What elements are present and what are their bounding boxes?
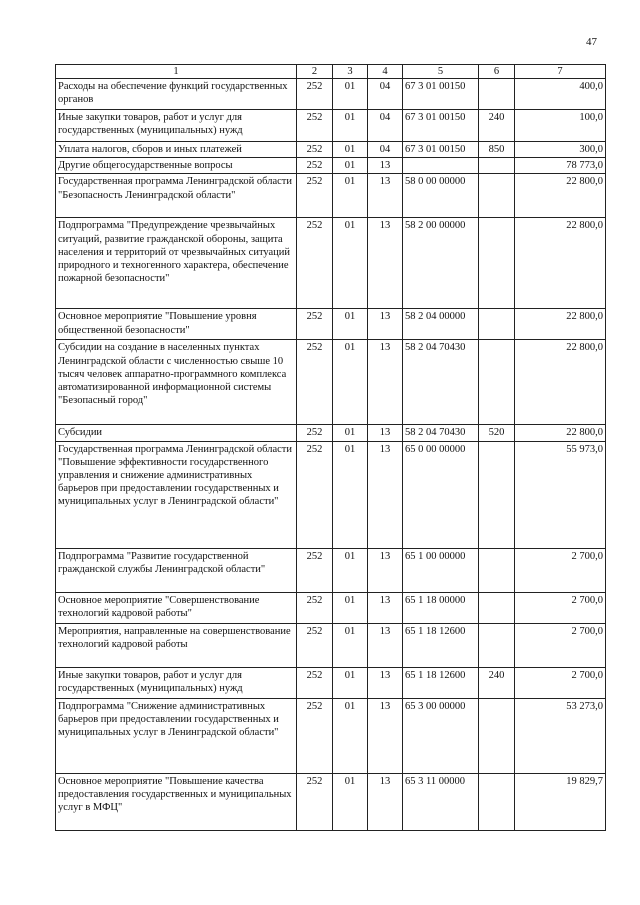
table-row [56, 548, 606, 592]
cell-subsection: 13 [368, 309, 403, 340]
cell-amount: 100,0 [515, 110, 606, 142]
cell-subsection: 13 [368, 218, 403, 309]
cell-subsection: 13 [368, 548, 403, 592]
cell-code: 252 [297, 623, 333, 667]
cell-expense-type: 240 [479, 667, 515, 698]
cell-code: 252 [297, 142, 333, 158]
cell-target-article: 67 3 01 00150 [403, 79, 479, 110]
cell-name: Подпрограмма "Снижение административных барьеров при предоставлении государственных и муниципальных услуг в Ленинградской области" [56, 698, 297, 773]
cell-section: 01 [333, 425, 368, 441]
cell-code: 252 [297, 309, 333, 340]
cell-target-article: 58 2 00 00000 [403, 218, 479, 309]
cell-name: Основное мероприятие "Совершенствование технологий кадровой работы" [56, 592, 297, 623]
cell-name: Основное мероприятие "Повышение уровня общественной безопасности" [56, 309, 297, 340]
cell-target-article: 58 2 04 70430 [403, 340, 479, 425]
cell-subsection: 13 [368, 592, 403, 623]
cell-expense-type [479, 698, 515, 773]
cell-name: Иные закупки товаров, работ и услуг для государственных (муниципальных) нужд [56, 110, 297, 142]
cell-section: 01 [333, 441, 368, 548]
cell-name: Субсидии на создание в населенных пунктах Ленинградской области с численностью свыше 10 тысяч человек аппаратно-программного комплекса автоматизированной информационной системы "Безопасный город" [56, 340, 297, 425]
cell-code: 252 [297, 218, 333, 309]
cell-amount: 19 829,7 [515, 773, 606, 830]
cell-subsection: 04 [368, 142, 403, 158]
table-row [56, 110, 606, 142]
cell-subsection: 13 [368, 441, 403, 548]
cell-code: 252 [297, 158, 333, 174]
cell-code: 252 [297, 441, 333, 548]
cell-target-article: 65 1 18 12600 [403, 667, 479, 698]
cell-section: 01 [333, 698, 368, 773]
cell-expense-type [479, 218, 515, 309]
cell-expense-type [479, 79, 515, 110]
cell-code: 252 [297, 548, 333, 592]
cell-subsection: 13 [368, 623, 403, 667]
table-row [56, 218, 606, 309]
cell-subsection: 04 [368, 79, 403, 110]
cell-target-article: 65 3 11 00000 [403, 773, 479, 830]
table-row [56, 158, 606, 174]
cell-amount: 22 800,0 [515, 340, 606, 425]
table-row [56, 623, 606, 667]
cell-section: 01 [333, 340, 368, 425]
cell-code: 252 [297, 425, 333, 441]
cell-target-article: 65 3 00 00000 [403, 698, 479, 773]
cell-expense-type [479, 340, 515, 425]
cell-code: 252 [297, 110, 333, 142]
cell-code: 252 [297, 773, 333, 830]
page-number: 47 [586, 36, 597, 48]
cell-expense-type [479, 773, 515, 830]
table-row [56, 79, 606, 110]
cell-section: 01 [333, 623, 368, 667]
column-header: 1 [56, 65, 297, 79]
column-header: 5 [403, 65, 479, 79]
cell-name: Подпрограмма "Предупреждение чрезвычайных ситуаций, развитие гражданской обороны, защита населения и территорий от чрезвычайных ситуаций природного и техногенного характера, обеспечение пожарной безопасности" [56, 218, 297, 309]
cell-expense-type: 240 [479, 110, 515, 142]
cell-code: 252 [297, 592, 333, 623]
cell-expense-type [479, 548, 515, 592]
cell-amount: 53 273,0 [515, 698, 606, 773]
cell-subsection: 13 [368, 340, 403, 425]
cell-amount: 2 700,0 [515, 667, 606, 698]
cell-name: Иные закупки товаров, работ и услуг для государственных (муниципальных) нужд [56, 667, 297, 698]
cell-amount: 300,0 [515, 142, 606, 158]
cell-target-article: 65 1 18 12600 [403, 623, 479, 667]
cell-target-article: 58 2 04 70430 [403, 425, 479, 441]
budget-table [55, 64, 606, 831]
cell-subsection: 13 [368, 174, 403, 218]
table-row [56, 441, 606, 548]
cell-subsection: 13 [368, 773, 403, 830]
cell-code: 252 [297, 667, 333, 698]
cell-target-article [403, 158, 479, 174]
column-header: 4 [368, 65, 403, 79]
cell-amount: 78 773,0 [515, 158, 606, 174]
cell-target-article: 65 0 00 00000 [403, 441, 479, 548]
cell-section: 01 [333, 592, 368, 623]
cell-target-article: 58 2 04 00000 [403, 309, 479, 340]
cell-target-article: 67 3 01 00150 [403, 110, 479, 142]
cell-target-article: 67 3 01 00150 [403, 142, 479, 158]
cell-amount: 22 800,0 [515, 218, 606, 309]
table-row [56, 309, 606, 340]
cell-subsection: 13 [368, 158, 403, 174]
cell-amount: 2 700,0 [515, 548, 606, 592]
cell-expense-type [479, 623, 515, 667]
cell-amount: 55 973,0 [515, 441, 606, 548]
cell-code: 252 [297, 174, 333, 218]
cell-section: 01 [333, 548, 368, 592]
cell-section: 01 [333, 667, 368, 698]
cell-expense-type [479, 309, 515, 340]
cell-name: Мероприятия, направленные на совершенствование технологий кадровой работы [56, 623, 297, 667]
cell-target-article: 65 1 18 00000 [403, 592, 479, 623]
cell-section: 01 [333, 309, 368, 340]
cell-expense-type [479, 174, 515, 218]
cell-subsection: 13 [368, 425, 403, 441]
cell-expense-type: 850 [479, 142, 515, 158]
table-row [56, 340, 606, 425]
cell-amount: 400,0 [515, 79, 606, 110]
table-row [56, 425, 606, 441]
column-header: 7 [515, 65, 606, 79]
cell-section: 01 [333, 174, 368, 218]
cell-name: Основное мероприятие "Повышение качества предоставления государственных и муниципальных услуг в МФЦ" [56, 773, 297, 830]
cell-section: 01 [333, 142, 368, 158]
column-header: 3 [333, 65, 368, 79]
cell-name: Государственная программа Ленинградской области "Повышение эффективности государственного управления и снижение административных барьеров при предоставлении государственных и муниципальных услуг в Ленинградской области" [56, 441, 297, 548]
cell-name: Подпрограмма "Развитие государственной гражданской службы Ленинградской области" [56, 548, 297, 592]
cell-name: Субсидии [56, 425, 297, 441]
column-header: 2 [297, 65, 333, 79]
table-row [56, 142, 606, 158]
cell-expense-type [479, 441, 515, 548]
cell-name: Уплата налогов, сборов и иных платежей [56, 142, 297, 158]
cell-name: Расходы на обеспечение функций государственных органов [56, 79, 297, 110]
cell-name: Другие общегосударственные вопросы [56, 158, 297, 174]
column-header: 6 [479, 65, 515, 79]
cell-amount: 22 800,0 [515, 174, 606, 218]
cell-expense-type: 520 [479, 425, 515, 441]
cell-section: 01 [333, 773, 368, 830]
cell-section: 01 [333, 110, 368, 142]
cell-subsection: 04 [368, 110, 403, 142]
cell-subsection: 13 [368, 667, 403, 698]
cell-amount: 2 700,0 [515, 592, 606, 623]
table-row [56, 592, 606, 623]
cell-name: Государственная программа Ленинградской области "Безопасность Ленинградской области" [56, 174, 297, 218]
cell-target-article: 58 0 00 00000 [403, 174, 479, 218]
table-row [56, 667, 606, 698]
cell-code: 252 [297, 698, 333, 773]
cell-expense-type [479, 592, 515, 623]
cell-amount: 22 800,0 [515, 309, 606, 340]
cell-code: 252 [297, 340, 333, 425]
cell-amount: 2 700,0 [515, 623, 606, 667]
cell-amount: 22 800,0 [515, 425, 606, 441]
cell-section: 01 [333, 79, 368, 110]
cell-section: 01 [333, 218, 368, 309]
cell-target-article: 65 1 00 00000 [403, 548, 479, 592]
cell-code: 252 [297, 79, 333, 110]
table-row [56, 773, 606, 830]
cell-expense-type [479, 158, 515, 174]
table-header-row [56, 65, 606, 79]
cell-section: 01 [333, 158, 368, 174]
table-row [56, 698, 606, 773]
table-row [56, 174, 606, 218]
cell-subsection: 13 [368, 698, 403, 773]
